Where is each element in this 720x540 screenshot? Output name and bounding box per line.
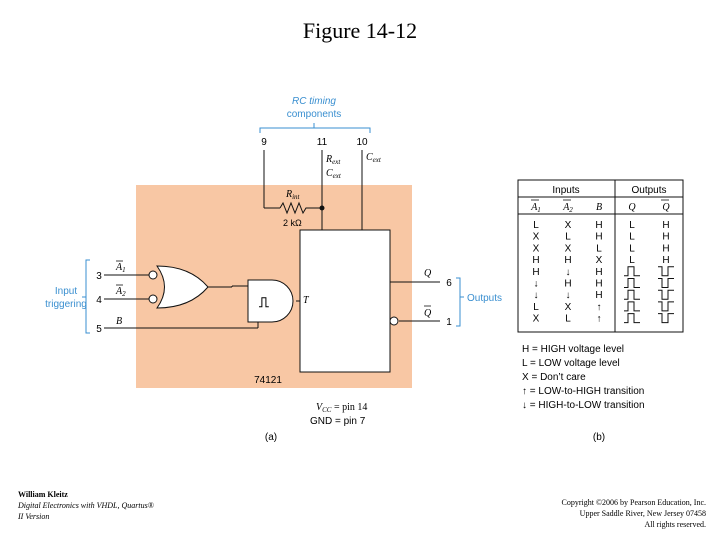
caption-b: (b) xyxy=(592,432,606,443)
tt-cell: L xyxy=(533,220,539,231)
tt-cell: H xyxy=(564,255,572,267)
tt-cell: H xyxy=(662,243,670,255)
pin-4-label: 4 xyxy=(96,295,102,306)
input-bracket xyxy=(82,260,90,333)
legend-item: X = Don’t care xyxy=(522,372,586,383)
cext-pin-label: $C_{ext}$ xyxy=(366,152,381,164)
tt-cell: H xyxy=(595,220,603,231)
qbar-output-label: Q xyxy=(424,308,432,319)
tt-cell: H xyxy=(595,278,603,290)
a2-label: $A_2$ xyxy=(116,286,126,298)
tt-cell: X xyxy=(532,243,540,255)
schmitt-and-gate xyxy=(248,280,293,322)
legend-item: ↓ = HIGH-to-LOW transition xyxy=(522,400,645,411)
tt-cell: X xyxy=(532,313,540,325)
tt-cell: L xyxy=(629,243,635,255)
tt-cell: ↓ xyxy=(565,290,571,302)
tt-cell: X xyxy=(564,220,572,231)
tt-cell: L xyxy=(596,243,602,255)
footer-book-line1: Digital Electronics with VHDL, Quartus® xyxy=(18,501,154,510)
a2-inversion-bubble xyxy=(149,295,157,303)
pin-3-label: 3 xyxy=(96,271,102,282)
a1-label: $A_1$ xyxy=(116,262,126,274)
tt-header-0: $A_1$ xyxy=(531,202,541,214)
rc-label-line1: RC timing xyxy=(292,96,336,107)
tt-header-3: Q xyxy=(628,202,636,213)
tt-cell: L xyxy=(565,313,571,325)
schmitt-trigger-icon: ⎍ xyxy=(259,294,269,310)
tt-cell: H xyxy=(595,231,603,243)
q-output-label: Q xyxy=(424,268,432,279)
tt-cell: L xyxy=(629,255,635,267)
output-bracket xyxy=(456,278,464,326)
tt-cell: L xyxy=(565,231,571,243)
tt-cell: H xyxy=(662,255,670,267)
rint-label: $R_{int}$ xyxy=(286,189,300,201)
truth-table xyxy=(518,180,683,332)
t-input-label: T xyxy=(303,295,309,306)
tt-cell: L xyxy=(629,220,635,231)
input-label-line2: triggering xyxy=(45,299,87,310)
tt-header-2: B xyxy=(595,202,603,213)
tt-cell: X xyxy=(595,255,603,267)
input-label-line1: Input xyxy=(54,286,78,297)
tt-cell: H xyxy=(662,231,670,243)
legend-item: H = HIGH voltage level xyxy=(522,344,624,355)
tt-cell: ↓ xyxy=(565,266,571,278)
page-title: Figure 14-12 xyxy=(302,18,418,43)
pin-1-label: 1 xyxy=(446,317,452,328)
footer-author: William Kleitz xyxy=(18,490,68,499)
rc-bracket xyxy=(260,123,370,133)
junction-dot xyxy=(320,206,325,211)
rint-value: 2 kΩ xyxy=(283,218,302,228)
legend-item: L = LOW voltage level xyxy=(522,358,620,369)
caption-a: (a) xyxy=(264,432,278,443)
tt-cell: L xyxy=(533,301,539,313)
pin-9-label: 9 xyxy=(261,137,267,148)
tt-cell: X xyxy=(564,243,572,255)
tt-cell: H xyxy=(595,266,603,278)
vcc-label: $V_{CC}$ = pin 14 xyxy=(316,402,368,414)
cext-label: $C_{ext}$ xyxy=(326,168,341,180)
rc-timing-label xyxy=(287,96,341,120)
gnd-label: GND = pin 7 xyxy=(310,416,366,427)
truth-table-legend xyxy=(522,344,645,411)
tt-cell: L xyxy=(629,231,635,243)
tt-cell: H xyxy=(662,220,670,231)
tt-cell: H xyxy=(532,255,540,267)
tt-cell: X xyxy=(564,301,572,313)
tt-cell: ↑ xyxy=(596,313,602,325)
rext-label: $R_{ext}$ xyxy=(326,154,341,166)
tt-cell: H xyxy=(595,290,603,302)
qbar-inversion-bubble xyxy=(390,317,398,325)
chip-name: 74121 xyxy=(254,375,282,386)
monostable-block xyxy=(300,230,390,372)
pin-10-label: 10 xyxy=(356,137,368,148)
b-label: B xyxy=(116,316,123,327)
pin-11-label: 11 xyxy=(316,137,328,148)
tt-header-4: Q xyxy=(662,202,670,213)
footer-book-line2: II Version xyxy=(18,512,50,521)
tt-header-1: $A_2$ xyxy=(563,202,573,214)
tt-group-inputs: Inputs xyxy=(552,185,580,196)
tt-cell: ↓ xyxy=(533,290,539,302)
tt-cell: ↑ xyxy=(596,301,602,313)
tt-cell: H xyxy=(532,266,540,278)
tt-cell: X xyxy=(532,231,540,243)
legend-item: ↑ = LOW-to-HIGH transition xyxy=(522,386,645,397)
pin-5-label: 5 xyxy=(96,324,102,335)
tt-group-outputs: Outputs xyxy=(631,185,667,196)
pin-6-label: 6 xyxy=(446,278,452,289)
outputs-label: Outputs xyxy=(467,293,503,304)
tt-cell: ↓ xyxy=(533,278,539,290)
tt-cell: H xyxy=(564,278,572,290)
copyright-line1: Copyright ©2006 by Pearson Education, Inc. xyxy=(561,498,706,507)
footer-copyright xyxy=(562,497,707,530)
copyright-line3: All rights reserved. xyxy=(644,520,706,529)
copyright-line2: Upper Saddle River, New Jersey 07458 xyxy=(579,509,706,518)
a1-inversion-bubble xyxy=(149,271,157,279)
rc-label-line2: components xyxy=(286,109,342,120)
footer-citation xyxy=(18,489,154,522)
